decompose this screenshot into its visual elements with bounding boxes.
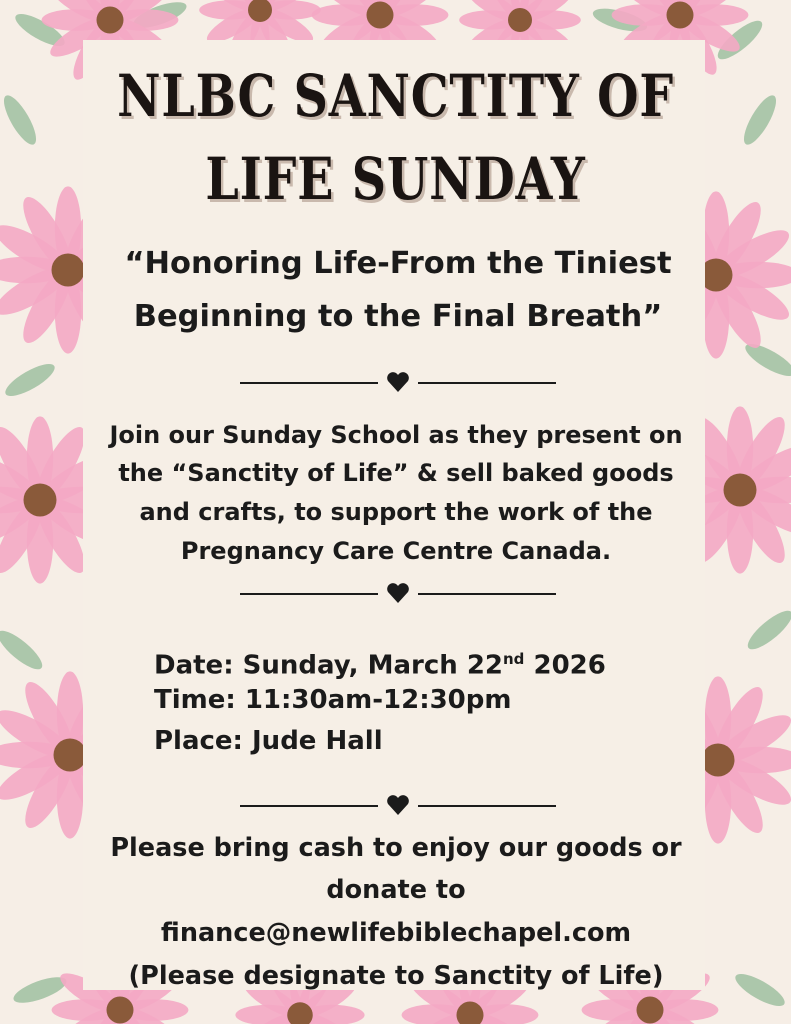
description-line1: Join our Sunday School as they present on	[109, 421, 683, 449]
heart-divider	[240, 794, 556, 818]
heart-icon	[386, 582, 410, 604]
event-time: Time: 11:30am-12:30pm	[154, 685, 512, 715]
heart-icon	[386, 794, 410, 816]
closing-note: (Please designate to Sanctity of Life)	[128, 961, 664, 991]
closing-line1: Please bring cash to enjoy our goods or	[110, 833, 682, 863]
event-place: Place: Jude Hall	[154, 726, 383, 756]
heart-icon	[386, 371, 410, 393]
date-year: 2026	[524, 650, 606, 681]
subtitle-line2: Beginning to the Final Breath”	[133, 299, 663, 334]
heart-divider	[240, 371, 556, 395]
description-line2: the “Sanctity of Life” & sell baked goods	[118, 459, 674, 487]
donation-email: finance@newlifebiblechapel.com	[160, 918, 632, 948]
description-line3: and crafts, to support the work of the	[139, 498, 653, 526]
event-title-line2: LIFE SUNDAY	[205, 145, 586, 213]
heart-divider	[240, 582, 556, 606]
subtitle-line1: “Honoring Life-From the Tiniest	[124, 246, 672, 281]
description-line4: Pregnancy Care Centre Canada.	[180, 537, 612, 565]
closing-line2: donate to	[326, 875, 466, 905]
date-ordinal: nd	[503, 650, 525, 668]
date-label: Date: Sunday, March 22	[154, 650, 503, 681]
event-title-line1: NLBC SANCTITY OF	[117, 62, 674, 130]
